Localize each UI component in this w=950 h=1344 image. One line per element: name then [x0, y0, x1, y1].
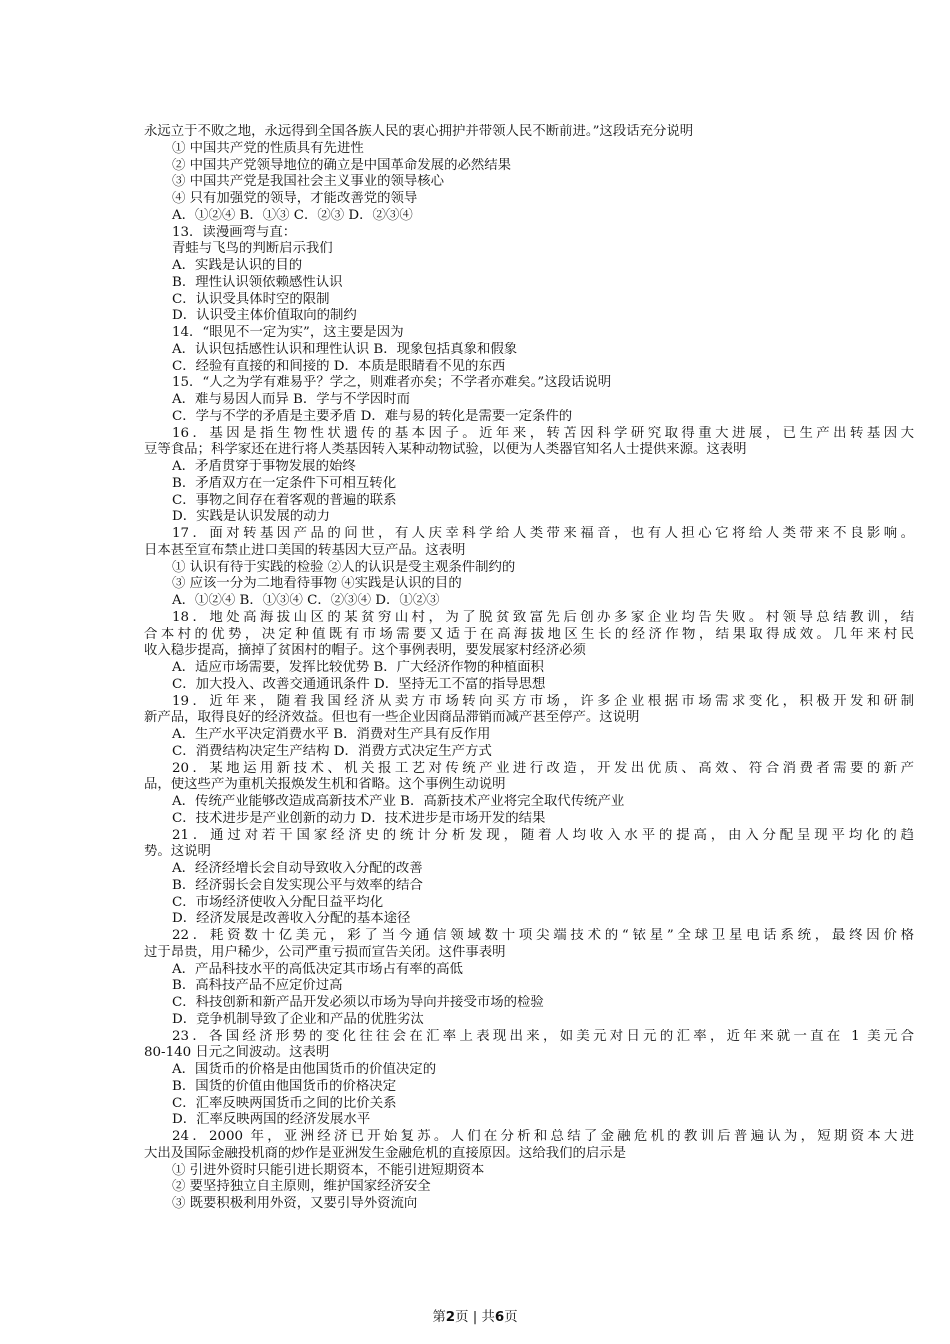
text-line: ② 中国共产党领导地位的确立是中国革命发展的必然结果 — [172, 157, 512, 173]
text-line: 18．地处高海拔山区的某贫穷山村，为了脱贫致富先后创办多家企业均告失败。村领导总结教训，结 — [172, 609, 914, 625]
text-line: A．国货币的价格是由他国货币的价值决定的 — [172, 1062, 437, 1077]
text-line: B．经济弱长会自发实现公平与效率的结合 — [172, 877, 423, 893]
footer-middle: 页 | 共 — [455, 1310, 495, 1325]
text-line: C．技术进步是产业创新的动力 D．技术进步是市场开发的结果 — [172, 810, 546, 826]
text-line: A．传统产业能够改造成高新技术产业 B．高新技术产业将完全取代传统产业 — [172, 794, 625, 809]
text-line: 新产品，取得良好的经济效益。但也有一些企业因商品滞销而减产甚至停产。这说明 — [144, 710, 640, 726]
text-line: 16．基因是指生物性状遗传的基本因子。近年来，转苫因科学研究取得重大进展，已生产出转基因大 — [172, 425, 914, 441]
text-line: 收入稳步提高，摘掉了贫困村的帽子。这个事例表明，要发展家村经济必须 — [144, 643, 586, 659]
text-line: D．汇率反映两国的经济发展水平 — [172, 1112, 371, 1128]
text-line: C．认识受具体时空的限制 — [172, 291, 330, 307]
text-line: A．适应市场需要，发挥比较优势 B．广大经济作物的种植面积 — [172, 660, 544, 675]
text-line: D．竞争机制导致了企业和产品的优胜劣汰 — [172, 1011, 424, 1027]
text-line: ① 认识有待于实践的检验 ②人的认识是受主观条件制约的 — [172, 559, 516, 575]
text-line: 日本甚至宣布禁止进口美国的转基因大豆产品。这表明 — [144, 542, 466, 558]
text-line: ① 中国共产党的性质具有先进性 — [172, 140, 364, 156]
text-line: D．实践是认识发展的动力 — [172, 509, 331, 525]
text-line: 大出及国际金融投机商的炒作是亚洲发生金融危机的直接原因。这给我们的启示是 — [144, 1145, 627, 1161]
text-line: ① 引进外资时只能引进长期资本，不能引进短期资本 — [172, 1162, 485, 1178]
text-line: D．经济发展是改善收入分配的基本途径 — [172, 911, 411, 927]
text-line: C．经验有直接的和间接的 D．本质是眼睛看不见的东西 — [172, 358, 506, 374]
text-line: ③ 中国共产党是我国社会主义事业的领导核心 — [172, 174, 445, 190]
text-line: A．难与易因人而异 B．学与不学因时而 — [172, 392, 411, 407]
text-line: 永远立于不败之地，永远得到全国各族人民的衷心拥护并带领人民不断前进。”这段话充分说明 — [144, 124, 694, 139]
text-line: 合本村的优势，决定种值既有市场需要又适于在高海拔地区生长的经济作物，结果取得成效。几年来村民 — [144, 626, 914, 642]
text-line: C．消费结构决定生产结构 D．消费方式决定生产方式 — [172, 743, 492, 759]
page-footer — [0, 1306, 950, 1325]
footer-total-pages: 6 — [494, 1310, 505, 1325]
text-line: 80-140 日元之间波动。这表明 — [144, 1045, 330, 1061]
text-line: C．加大投入、改善交通通讯条件 D．坚持无工不富的指导思想 — [172, 676, 546, 692]
text-line: A．矛盾贯穿于事物发展的始终 — [172, 459, 356, 474]
text-line: 15．“人之为学有难易乎？学之，则难者亦矣；不学者亦难矣。”这段话说明 — [172, 375, 612, 391]
text-line: 23．各国经济形势的变化往往会在汇率上表现出来，如美元对日元的汇率，近年来就一直在 1 美元合 — [172, 1028, 914, 1044]
text-line: 19．近年来，随着我国经济从卖方市场转向买方市场，许多企业根据市场需求变化，积极开发和研制 — [172, 693, 914, 709]
text-line: C．学与不学的矛盾是主要矛盾 D．难与易的转化是需要一定条件的 — [172, 408, 573, 424]
text-line: A．生产水平决定消费水平 B．消费对生产具有反作用 — [172, 727, 491, 742]
page-content — [144, 124, 914, 1213]
text-line: C．汇率反映两国货币之间的比价关系 — [172, 1095, 397, 1111]
text-line: C．事物之间存在着客观的普遍的联系 — [172, 492, 397, 508]
text-line: A．①②④ B．①③④ C．②③④ D．①②③ — [172, 593, 440, 608]
footer-prefix: 第 — [432, 1310, 446, 1325]
text-line: ③ 既要积极利用外资，又要引导外资流向 — [172, 1196, 418, 1211]
text-line: 豆等食品；科学家还在进行将人类基因转入某种动物试验，以便为人类器官知名人士提供来源。这表明 — [144, 442, 747, 458]
text-line: 势。这说明 — [144, 844, 211, 860]
footer-page-number: 2 — [445, 1310, 456, 1325]
text-line: 13．读漫画弯与直： — [172, 224, 297, 240]
text-line: A．认识包括感性认识和理性认识 B．现象包括真象和假象 — [172, 341, 518, 357]
text-line: 青蛙与飞鸟的判断启示我们 — [172, 241, 333, 257]
text-line: 17．面对转基因产品的问世，有人庆幸科学给人类带来福音，也有人担心它将给人类带来不良影响。 — [172, 526, 914, 541]
text-line: B．矛盾双方在一定条件下可相互转化 — [172, 475, 397, 491]
text-line: B．理性认识领依赖感性认识 — [172, 274, 343, 290]
text-line: A．产品科技水平的高低决定其市场占有率的高低 — [172, 961, 463, 977]
text-line: 品，使这些产为重机关报焕发生机和省略。这个事例生动说明 — [144, 777, 506, 793]
text-line: A．经济经增长会自动导致收入分配的改善 — [172, 861, 423, 876]
text-line: B．国货的价值由他国货币的价格决定 — [172, 1078, 397, 1094]
text-line: ③ 应该一分为二地看待事物 ④实践是认识的目的 — [172, 576, 462, 592]
text-line: B．高科技产品不应定价过高 — [172, 978, 343, 994]
text-line: ② 要坚持独立自主原则，维护国家经济安全 — [172, 1179, 431, 1195]
text-line: 22．耗资数十亿美元，彩了当今通信领域数十项尖端技术的“铱星”全球卫星电话系统，最终因价格 — [172, 928, 914, 943]
text-line: A．①②④ B．①③ C．②③ D．②③④ — [172, 207, 413, 223]
text-line: ④ 只有加强党的领导，才能改善党的领导 — [172, 191, 418, 206]
text-line: C．市场经济使收入分配日益平均化 — [172, 894, 384, 910]
text-line: 20．某地运用新技术、机关报工艺对传统产业进行改造，开发出优质、高效、符合消费者需要的新产 — [172, 760, 914, 776]
text-line: 24．2000 年，亚洲经济已开始复苏。人们在分析和总结了金融危机的教训后普遍认为，短期资本大进 — [172, 1129, 914, 1144]
text-line: 21．通过对若干国家经济史的统计分析发现，随着人均收入水平的提高，由入分配呈现平均化的趋 — [172, 827, 914, 843]
text-line: C．科技创新和新产品开发必须以市场为导向并接受市场的检验 — [172, 995, 544, 1010]
footer-suffix: 页 — [504, 1310, 518, 1325]
text-line: D．认识受主体价值取向的制约 — [172, 308, 357, 324]
text-line: A．实践是认识的目的 — [172, 258, 303, 273]
text-line: 14．“眼见不一定为实”，这主要是因为 — [172, 325, 404, 340]
text-line: 过于昂贵，用户稀少，公司严重亏损而宣告关闭。这件事表明 — [144, 944, 506, 960]
